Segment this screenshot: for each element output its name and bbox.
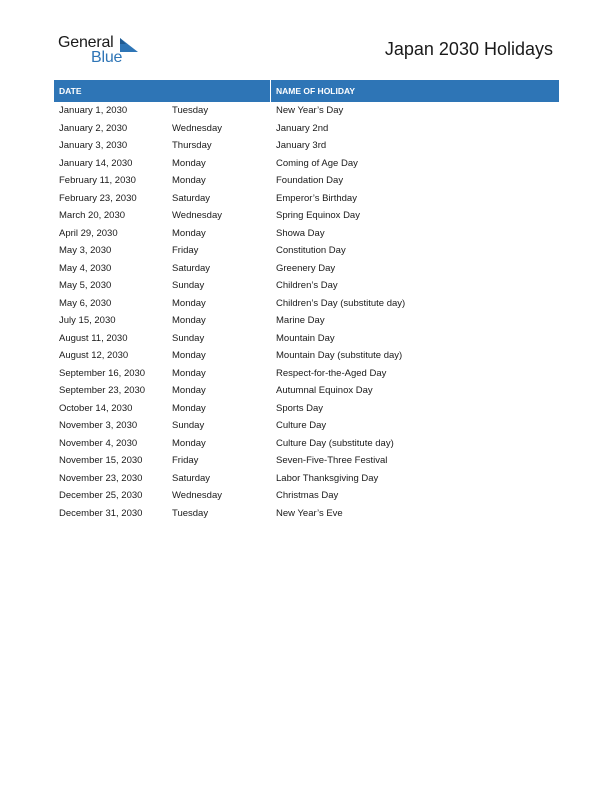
logo-text-general: General [58,34,114,51]
holiday-name: Coming of Age Day [276,157,358,169]
holiday-date: October 14, 2030 [59,402,133,414]
table-row [54,260,559,278]
holiday-date: November 15, 2030 [59,455,143,466]
column-header-holiday-name: NAME OF HOLIDAY [276,86,356,96]
table-row [54,400,559,418]
holiday-weekday: Monday [172,367,206,379]
holiday-name: Marine Day [276,315,325,326]
holiday-date: May 3, 2030 [59,245,112,256]
holiday-name: Emperor’s Birthday [276,192,357,204]
holiday-name: Culture Day [276,420,327,431]
table-row [54,102,559,120]
holiday-name: Seven-Five-Three Festival [276,455,388,466]
holiday-weekday: Saturday [172,262,211,274]
holiday-date: December 31, 2030 [59,507,143,519]
holiday-name: Christmas Day [276,490,339,501]
holiday-table-body [54,102,559,522]
logo-text-blue: Blue [91,49,123,66]
holiday-date: November 4, 2030 [59,437,138,449]
holiday-date: September 23, 2030 [59,385,146,396]
table-header [54,80,559,102]
holiday-date: January 2, 2030 [59,122,128,134]
holiday-date: January 14, 2030 [59,157,133,169]
table-row [54,120,559,138]
holiday-weekday: Tuesday [172,105,209,116]
holiday-date: January 1, 2030 [59,105,128,116]
holiday-name: January 3rd [276,140,327,151]
holiday-weekday: Sunday [172,420,205,431]
holiday-name: Sports Day [276,402,323,414]
holiday-weekday: Friday [172,455,199,466]
holiday-weekday: Wednesday [172,210,222,221]
table-row [54,382,559,400]
table-row [54,155,559,173]
holiday-weekday: Monday [172,157,206,169]
holiday-weekday: Monday [172,315,206,326]
holiday-weekday: Monday [172,297,206,309]
holiday-date: February 23, 2030 [59,192,137,204]
holiday-date: January 3, 2030 [59,140,128,151]
table-row [54,347,559,365]
holiday-name: Labor Thanksgiving Day [276,472,379,484]
holiday-date: May 4, 2030 [59,262,112,274]
table-row [54,470,559,488]
holiday-name: January 2nd [276,122,329,134]
holiday-weekday: Sunday [172,280,205,291]
holiday-name: Constitution Day [276,245,346,256]
holiday-weekday: Monday [172,402,206,414]
holiday-date: May 6, 2030 [59,297,112,309]
holiday-weekday: Monday [172,227,206,239]
holiday-weekday: Friday [172,245,199,256]
page-title: Japan 2030 Holidays [384,39,553,59]
table-row [54,225,559,243]
holiday-name: Greenery Day [276,262,336,274]
table-row [54,435,559,453]
column-header-date: DATE [59,86,82,96]
holiday-date: August 11, 2030 [59,332,128,344]
holiday-date: May 5, 2030 [59,280,112,291]
table-row [54,207,559,225]
holiday-name: New Year’s Day [276,105,344,116]
table-row [54,242,559,260]
holiday-name: New Year’s Eve [276,507,343,519]
holiday-date: July 15, 2030 [59,315,116,326]
holiday-weekday: Saturday [172,472,211,484]
holiday-weekday: Monday [172,437,206,449]
table-row [54,295,559,313]
table-row [54,452,559,470]
holiday-date: November 3, 2030 [59,420,138,431]
holiday-date: April 29, 2030 [59,227,118,239]
table-row [54,417,559,435]
header-divider [270,80,271,102]
holiday-name: Mountain Day (substitute day) [276,350,403,361]
holiday-date: September 16, 2030 [59,367,146,379]
holiday-name: Autumnal Equinox Day [276,385,373,396]
holiday-date: August 12, 2030 [59,350,129,361]
holiday-name: Mountain Day [276,332,335,344]
table-row [54,137,559,155]
holiday-weekday: Wednesday [172,490,222,501]
table-row [54,505,559,523]
table-row [54,330,559,348]
holiday-name: Respect-for-the-Aged Day [276,367,387,379]
table-row [54,312,559,330]
table-row [54,172,559,190]
holiday-name: Showa Day [276,227,325,239]
table-row [54,487,559,505]
holiday-date: November 23, 2030 [59,472,143,484]
holiday-name: Spring Equinox Day [276,210,360,221]
table-row [54,277,559,295]
holiday-weekday: Thursday [172,140,212,151]
holiday-date: March 20, 2030 [59,210,126,221]
holiday-weekday: Tuesday [172,507,209,519]
holiday-weekday: Monday [172,350,206,361]
generalblue-logo [58,34,148,70]
holiday-name: Children’s Day (substitute day) [276,297,406,309]
table-row [54,190,559,208]
holiday-name: Children’s Day [276,280,338,291]
holiday-name: Culture Day (substitute day) [276,437,394,449]
table-row [54,365,559,383]
holiday-weekday: Monday [172,385,206,396]
holiday-date: February 11, 2030 [59,175,136,186]
holiday-weekday: Monday [172,175,206,186]
holiday-weekday: Saturday [172,192,211,204]
holiday-date: December 25, 2030 [59,490,143,501]
holiday-weekday: Wednesday [172,122,222,134]
holiday-name: Foundation Day [276,175,344,186]
holiday-weekday: Sunday [172,332,205,344]
